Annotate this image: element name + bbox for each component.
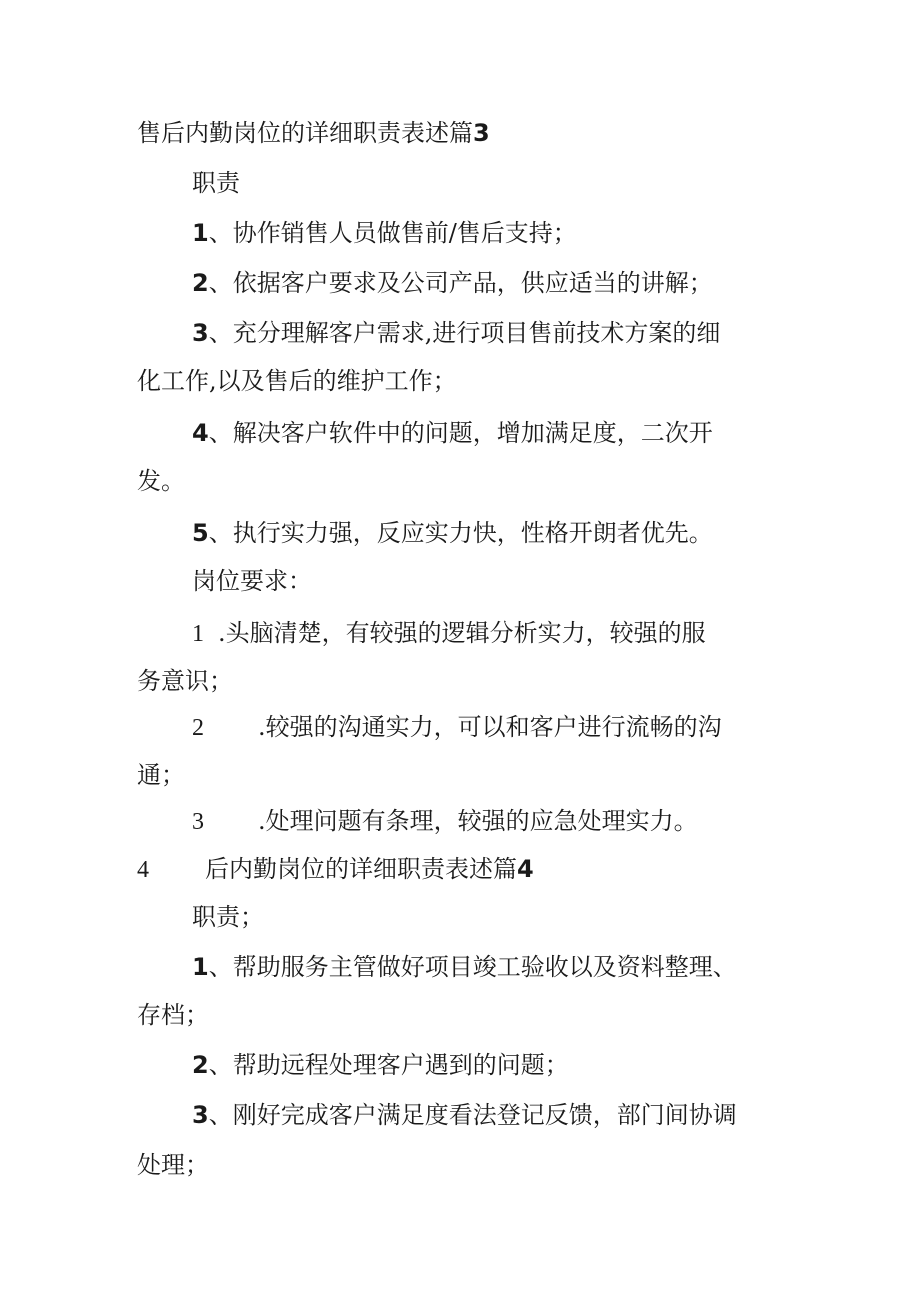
- list-number: 4: [192, 419, 209, 447]
- section-3-duty-3: [192, 318, 720, 348]
- list-text: 、执行实力强，反应实力快，性格开朗者优先。: [208, 519, 713, 547]
- list-text: 、协作销售人员做售前/售后支持；: [208, 219, 577, 247]
- section-3-duty-heading: 职责: [192, 169, 240, 197]
- list-text: 、帮助远程处理客户遇到的问题；: [208, 1051, 569, 1079]
- list-text: 、充分理解客户需求,进行项目售前技术方案的细: [208, 319, 721, 347]
- list-text: 、解决客户软件中的问题，增加满足度，二次开: [208, 419, 713, 447]
- section-3-duty-5: [192, 518, 713, 548]
- section-3-title-text: 售后内勤岗位的详细职责表述篇: [137, 119, 473, 147]
- section-3-requirement-2: [192, 712, 722, 742]
- list-text: 、刚好完成客户满足度看法登记反馈，部门间协调: [208, 1101, 737, 1129]
- section-3-duty-4: [192, 418, 713, 448]
- list-text: .头脑清楚，有较强的逻辑分析实力，较强的服: [218, 619, 706, 647]
- section-3-duty-4-continued: 发。: [137, 467, 185, 495]
- section-3-requirement-1: [192, 618, 706, 648]
- list-text: .处理问题有条理，较强的应急处理实力。: [258, 807, 698, 835]
- section-4-title: [137, 854, 534, 884]
- section-4-duty-3: [192, 1100, 737, 1130]
- section-4-duty-1-continued: 存档；: [137, 1001, 209, 1029]
- section-4-duty-2: [192, 1050, 569, 1080]
- section-4-duty-1: [192, 952, 737, 982]
- list-text: 、依据客户要求及公司产品，供应适当的讲解；: [208, 269, 713, 297]
- section-3-requirement-3: [192, 806, 698, 836]
- list-number: 3: [192, 1101, 209, 1129]
- list-number: 1: [192, 621, 204, 647]
- list-number: 5: [192, 519, 209, 547]
- section-3-duty-1: [192, 218, 577, 248]
- list-number: 2: [192, 715, 204, 741]
- section-3-requirement-1-continued: 务意识；: [137, 667, 233, 695]
- section-4-lead-number: 4: [137, 857, 149, 883]
- section-3-title-number: 3: [473, 119, 490, 147]
- list-number: 1: [192, 953, 209, 981]
- section-3-requirement-2-continued: 通；: [137, 761, 185, 789]
- section-4-duty-heading: 职责；: [192, 903, 264, 931]
- section-3-requirements-heading: 岗位要求：: [192, 567, 312, 595]
- list-number: 1: [192, 219, 209, 247]
- list-number: 2: [192, 1051, 209, 1079]
- section-4-duty-3-continued: 处理；: [137, 1151, 209, 1179]
- section-4-title-text: 后内勤岗位的详细职责表述篇: [205, 855, 517, 883]
- section-3-duty-2: [192, 268, 713, 298]
- list-text: 、帮助服务主管做好项目竣工验收以及资料整理、: [208, 953, 737, 981]
- list-text: .较强的沟通实力，可以和客户进行流畅的沟: [258, 713, 722, 741]
- list-number: 3: [192, 809, 204, 835]
- section-4-title-number: 4: [517, 855, 534, 883]
- section-3-duty-3-continued: 化工作,以及售后的维护工作；: [137, 367, 457, 395]
- section-3-title: [137, 118, 490, 148]
- list-number: 3: [192, 319, 209, 347]
- list-number: 2: [192, 269, 209, 297]
